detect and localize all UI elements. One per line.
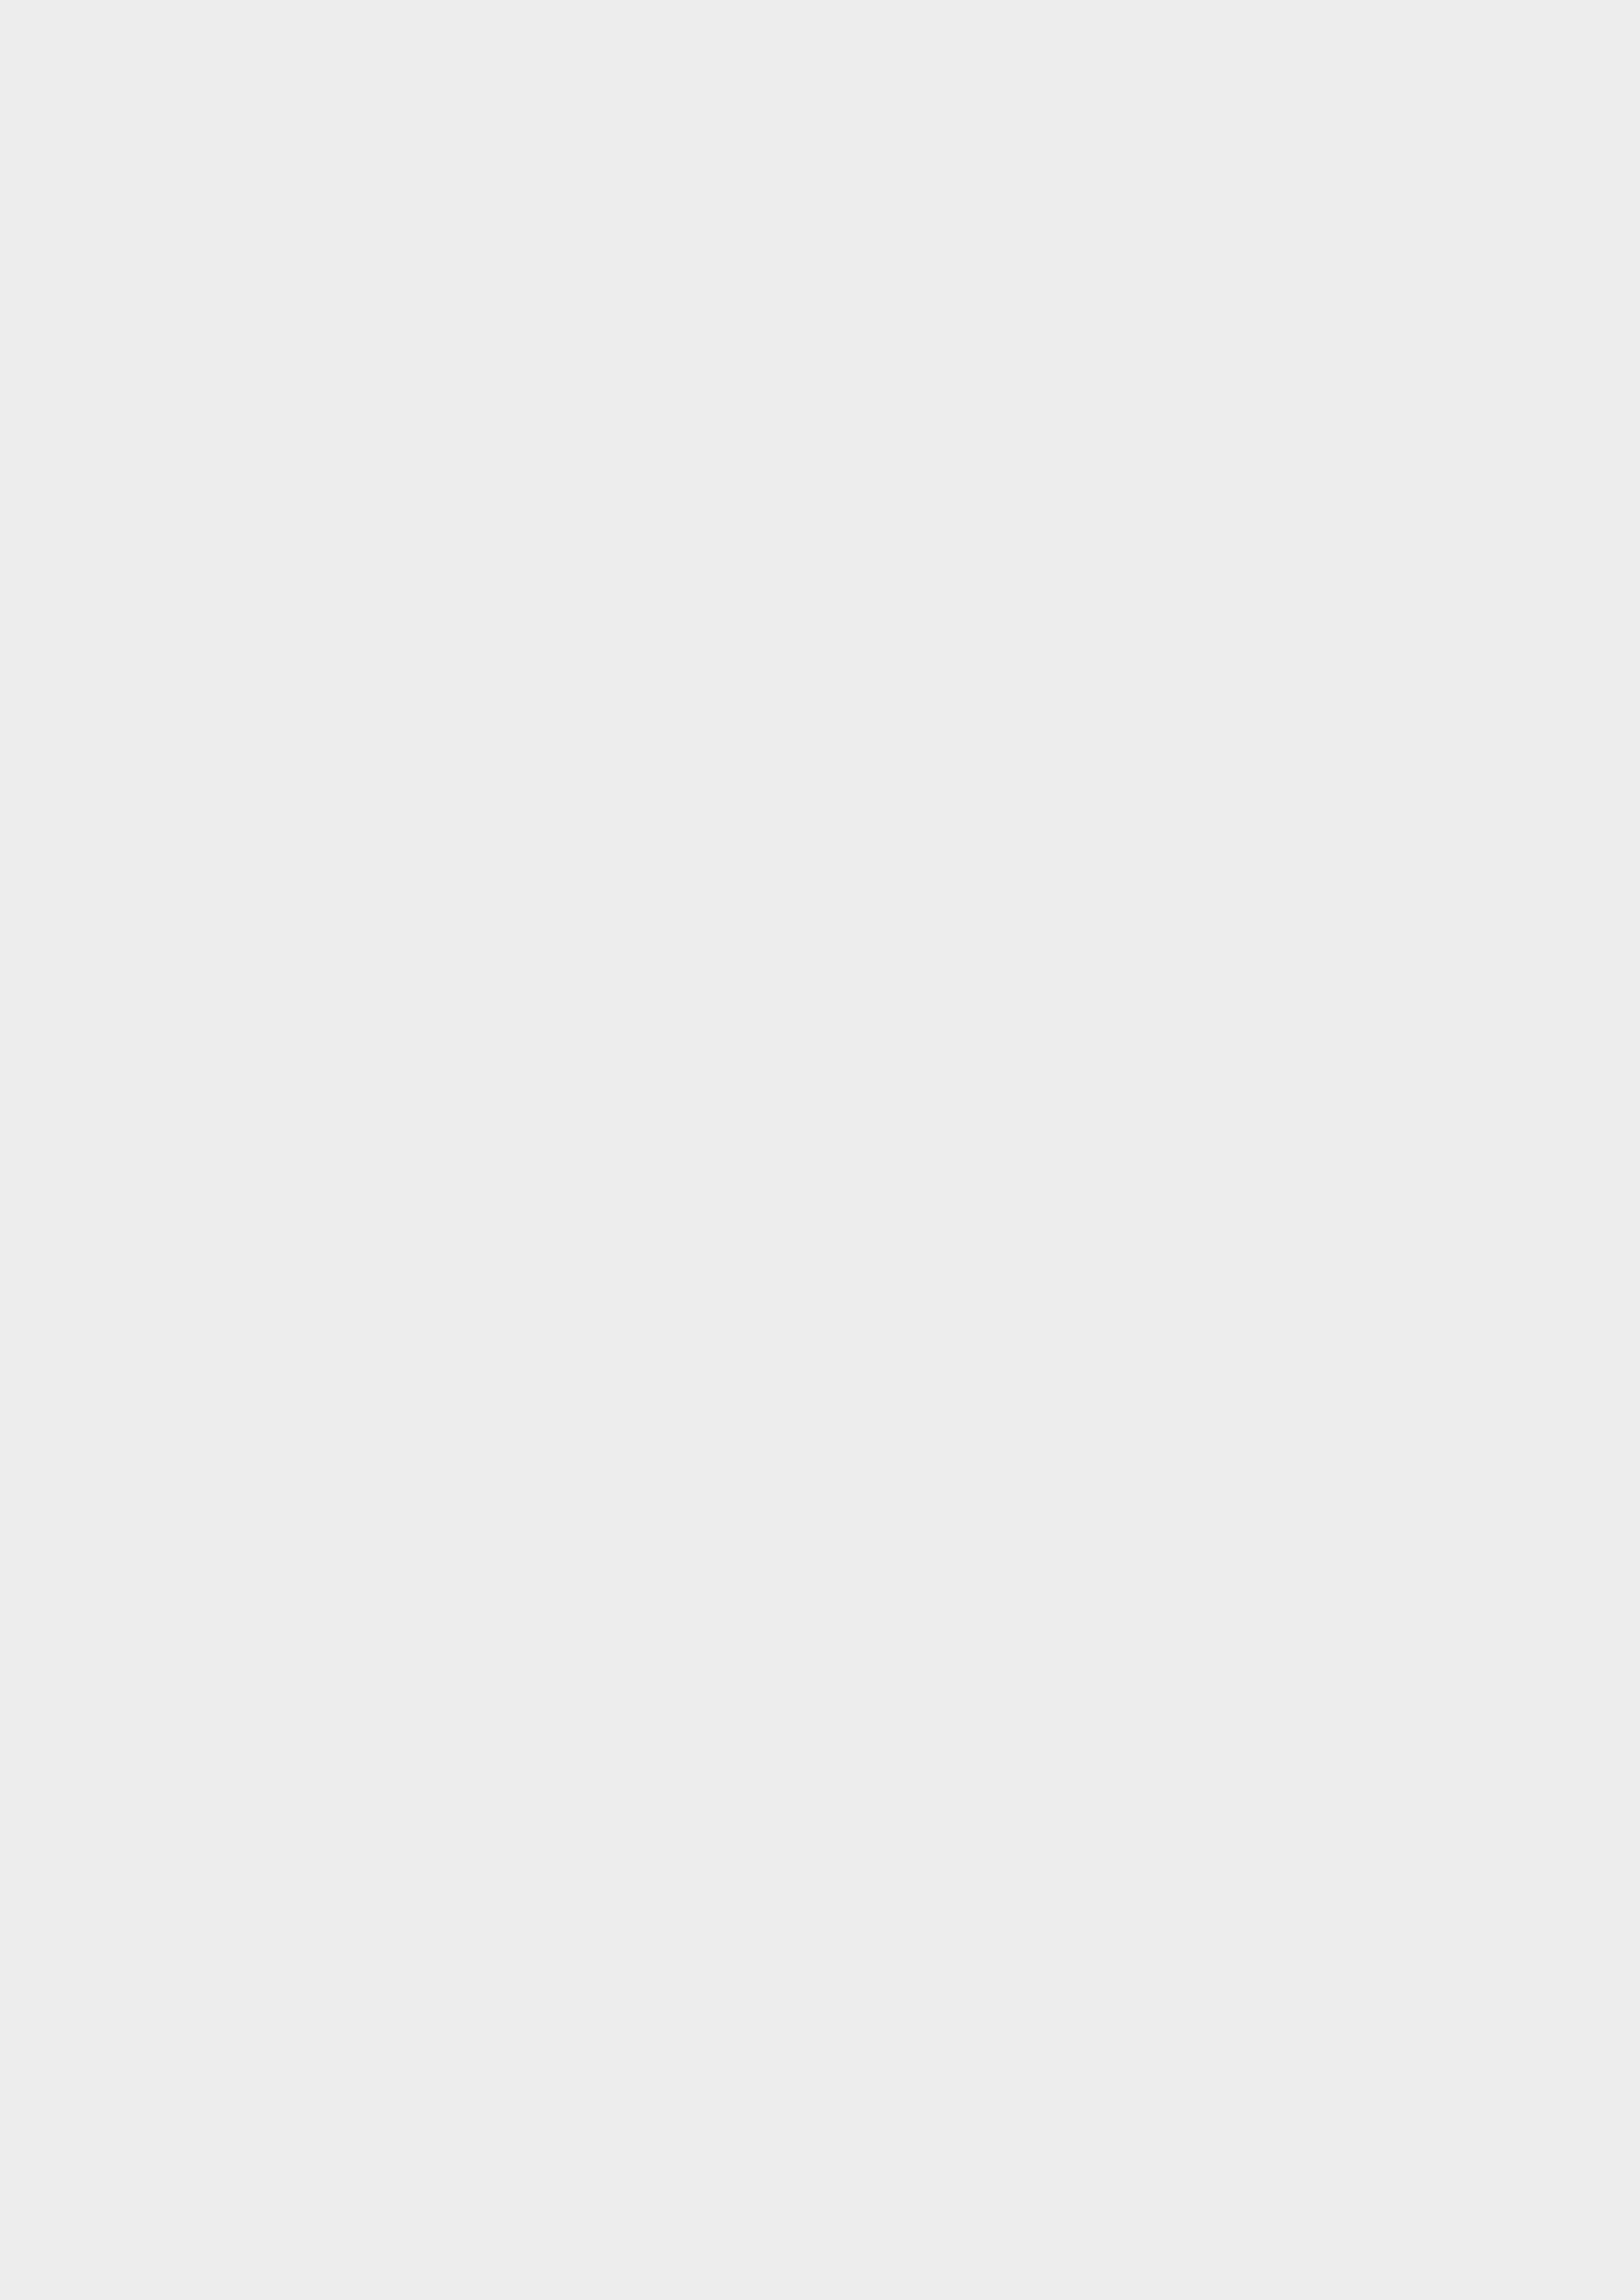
document-body [116, 224, 1431, 235]
